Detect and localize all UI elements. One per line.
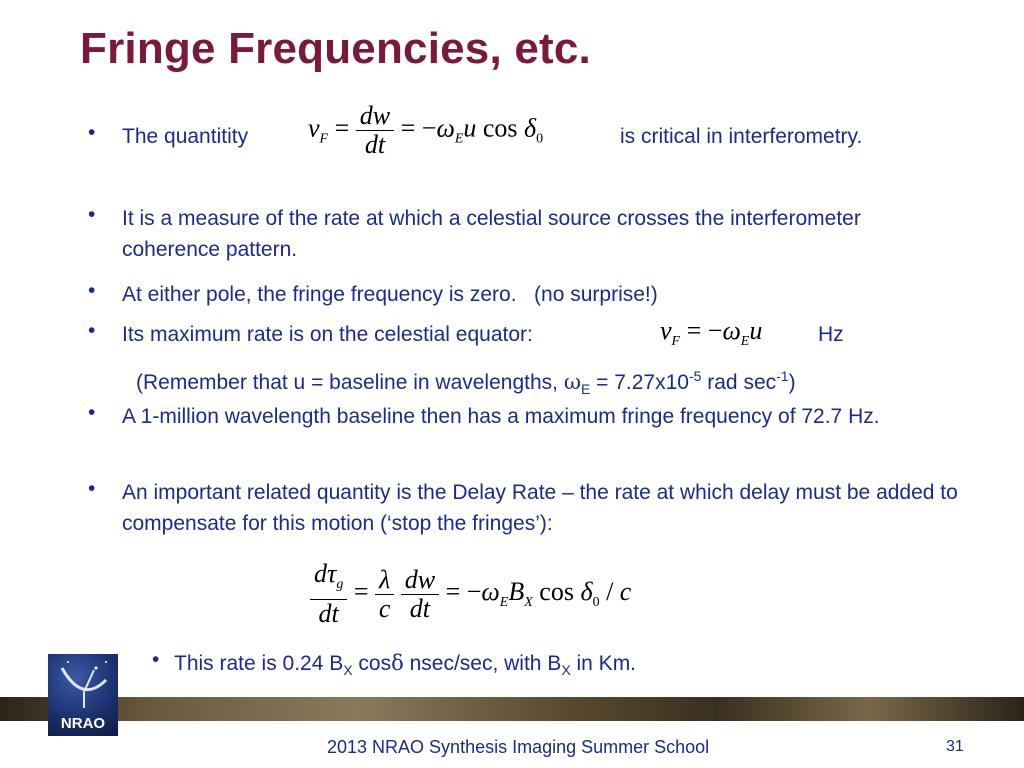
- bullet-marker: •: [88, 401, 96, 424]
- bullet-marker: •: [88, 121, 96, 144]
- bullet-6: An important related quantity is the Delay Rate – the rate at which delay must be added to compensate for this motion (‘stop the fringes’):: [122, 481, 958, 535]
- bullet-4-pre: Its maximum rate is on the celestial equator:: [122, 323, 533, 346]
- radio-dish-icon: [48, 654, 118, 714]
- bullet-marker: •: [88, 279, 96, 302]
- logo-text: NRAO: [60, 715, 106, 732]
- page-number: 31: [946, 738, 964, 755]
- bullet-2: It is a measure of the rate at which a celestial source crosses the interferometer coherence pattern.: [122, 207, 861, 261]
- bullet-1-pre: The quantitity: [122, 125, 249, 148]
- sub-bullet-marker: •: [152, 648, 160, 671]
- bullet-marker: •: [88, 203, 96, 226]
- footer-text: 2013 NRAO Synthesis Imaging Summer School: [327, 737, 710, 757]
- delta-symbol: δ: [391, 651, 404, 675]
- footer-image-band: [0, 697, 1024, 721]
- bullet-3: At either pole, the fringe frequency is zero. (no surprise!): [122, 283, 658, 306]
- bullet-marker: •: [88, 319, 96, 342]
- equation-delay-rate: $\frac{d\tau_g}{dt}$ = $\frac{\lambda}{c}$ $\frac{dw}{dt}$ = $-\omega_EB_X$ $\cos \delta_0$ / c: [310, 560, 631, 628]
- nrao-logo: [48, 654, 118, 736]
- bullet-4-post: Hz: [818, 323, 844, 346]
- omega-symbol: ω: [563, 370, 581, 394]
- bullet-1-post: is critical in interferometry.: [620, 125, 863, 148]
- remember-note: (Remember that u = baseline in wavelengths, $\omega_E = 7.27x10^{-5}$ rad $\sec^{-1}$): [136, 368, 796, 398]
- slide-title: Fringe Frequencies, etc.: [80, 24, 591, 73]
- bullet-5: A 1-million wavelength baseline then has a maximum fringe frequency of 72.7 Hz.: [122, 405, 880, 428]
- bullet-marker: •: [88, 477, 96, 500]
- equation-fringe-frequency: $\nu_F$ = $\frac{dw}{dt}$ = $-\omega_Eu$ $\cos \delta_0$: [308, 101, 544, 159]
- equation-max-fringe-frequency: $\nu_F = -\omega_Eu$: [660, 316, 763, 349]
- sub-bullet-rate: This rate is 0.24 $B_X$ cosδ nsec/sec, with $B_X$ in Km.: [174, 651, 637, 679]
